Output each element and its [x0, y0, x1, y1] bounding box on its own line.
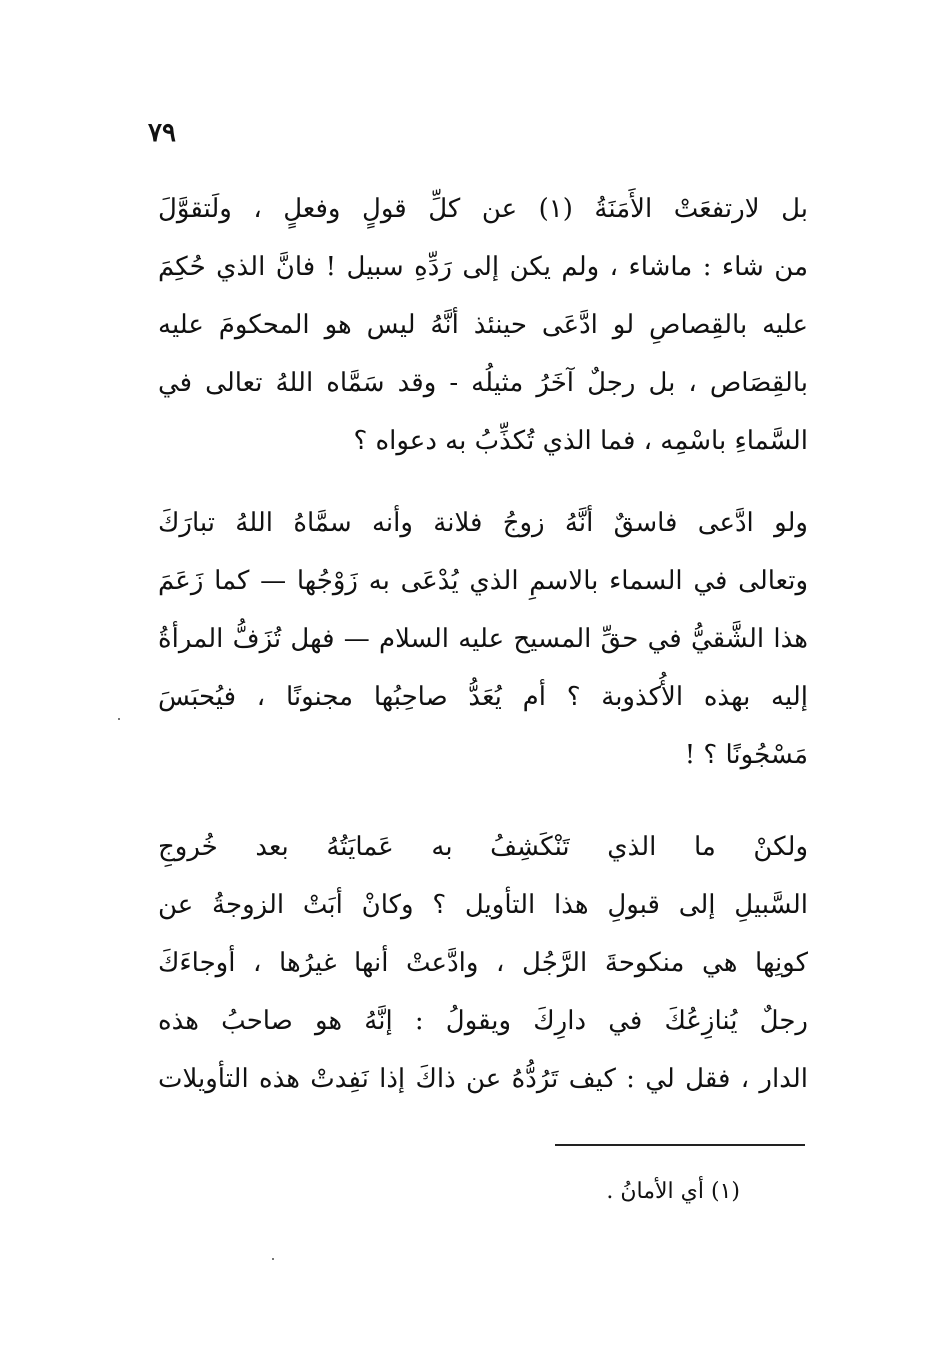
text-line: هذا الشَّقيُّ في حقِّ المسيح عليه السلام — فهل تُزَفُّ المرأةُ	[158, 624, 808, 654]
text-line: كونِها هي منكوحةَ الرَّجُل ، وادَّعتْ أنها غيرُها ، أوجاءَكَ	[158, 948, 808, 978]
text-line: بالقِصَاص ، بل رجلٌ آخَرُ مثيلُه - وقد سَمَّاه اللهُ تعالى في	[158, 368, 808, 398]
footnote: (١) أي الأمانُ .	[606, 1179, 740, 1204]
text-line: السَّبيلِ إلى قبولِ هذا التأويل ؟ وكانْ أبَتْ الزوجةُ عن	[158, 890, 808, 920]
text-line: رجلٌ يُنازِعُكَ في دارِكَ ويقولُ : إنَّهُ هو صاحبُ هذه	[158, 1006, 808, 1036]
paragraph-2	[158, 494, 808, 784]
text-line: ولكنْ ما الذي تَنْكَشِفُ به عَمايَتُهُ بعد خُروجِ	[158, 832, 808, 862]
text-line: عليه بالقِصاصِ لو ادَّعَى حينئذ أنَّهُ ليس هو المحكومَ عليه	[158, 310, 808, 340]
text-line: السَّماءِ باسْمِه ، فما الذي تُكذِّبُ به دعواه ؟	[353, 426, 808, 456]
paragraph-3	[158, 818, 808, 1108]
text-line: من شاء : ماشاء ، ولم يكن إلى رَدِّهِ سبيل ! فانَّ الذي حُكِمَ	[158, 252, 808, 282]
text-line: وتعالى في السماء بالاسمِ الذي يُدْعَى به زَوْجُها — كما زَعَمَ	[158, 566, 808, 596]
text-line: الدار ، فقل لي : كيف تَرُدُّهُ عن ذاكَ إذا نَفِدتْ هذه التأويلات	[158, 1064, 808, 1094]
text-line: مَسْجُونًا ؟ !	[684, 740, 808, 770]
text-line: إليه بهذه الأُكذوبة ؟ أم يُعَدُّ صاحِبُها مجنونًا ، فيُحبَسَ	[158, 682, 808, 712]
text-line: بل لارتفعَتْ الأَمَنَةُ (١) عن كلِّ قولٍ وفعلٍ ، ولَتقوَّلَ	[158, 194, 808, 224]
scan-speck	[272, 1258, 274, 1260]
footnote-divider	[555, 1144, 805, 1146]
scan-speck	[118, 718, 120, 720]
text-line: ولو ادَّعى فاسقٌ أنَّهُ زوجُ فلانة وأنه سمَّاهُ اللهُ تبارَكَ	[158, 508, 808, 538]
paragraph-1	[158, 180, 808, 470]
page-number: ٧٩	[148, 118, 176, 148]
